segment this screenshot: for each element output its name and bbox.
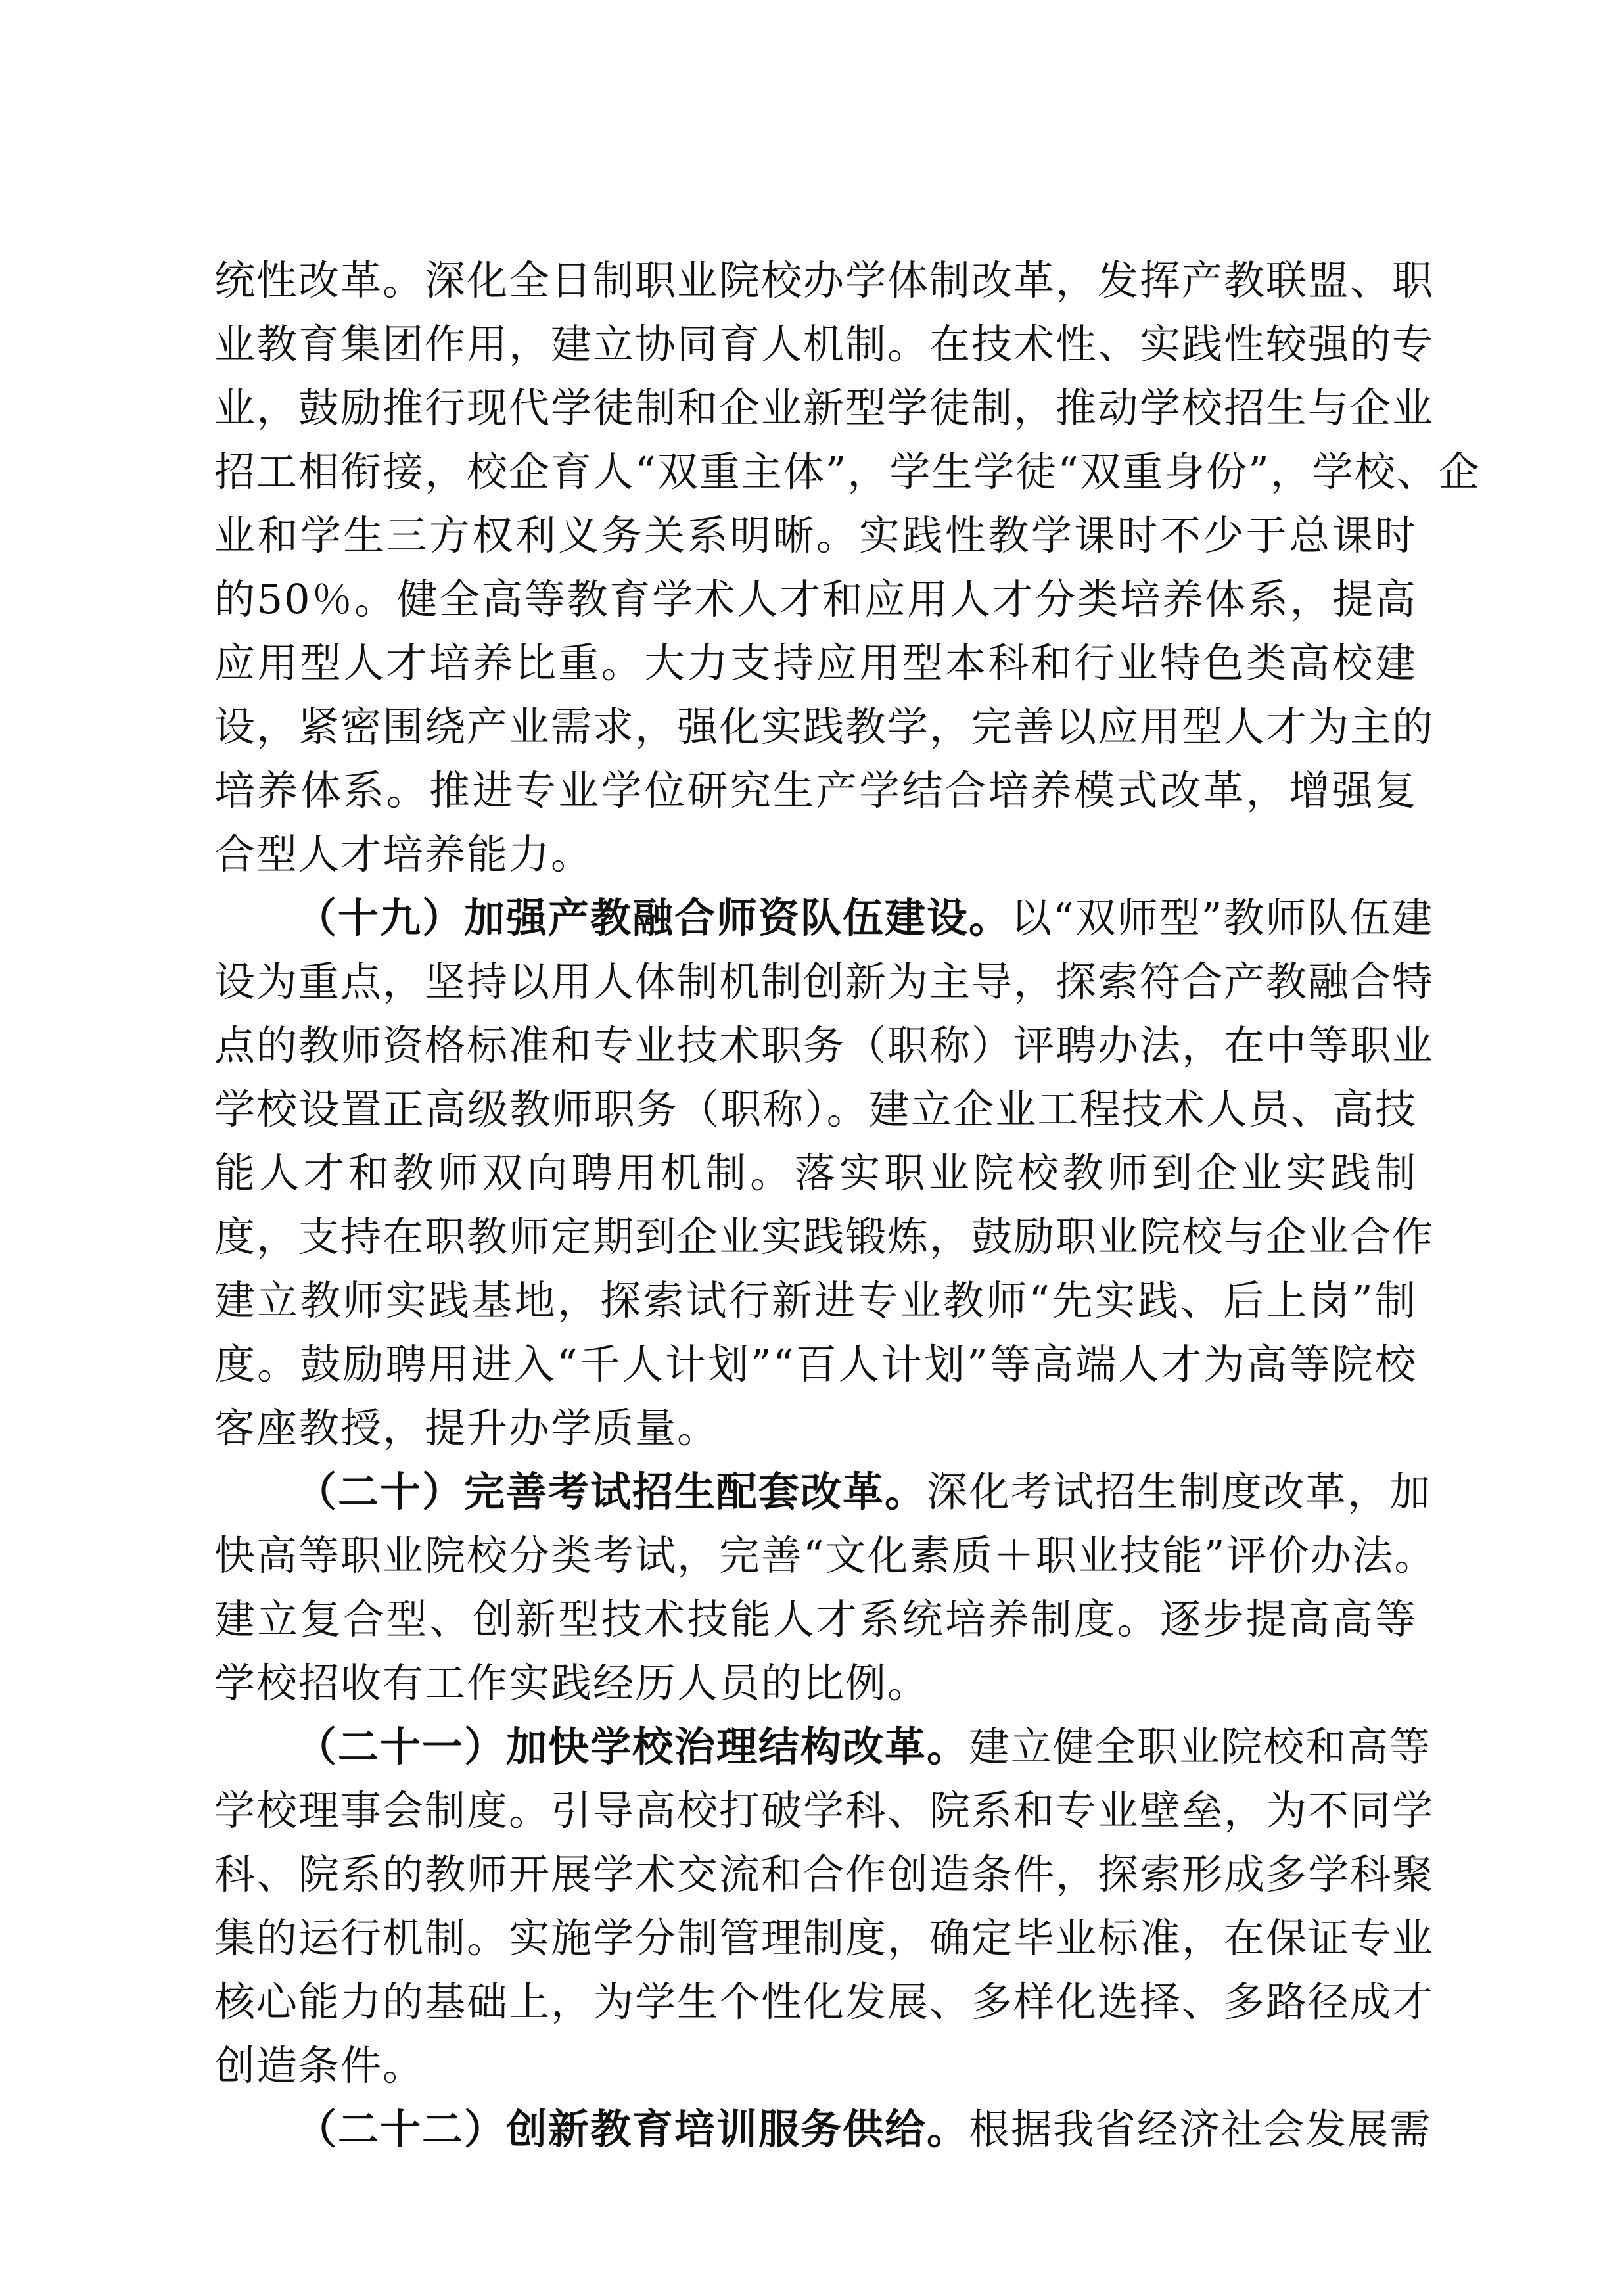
text-line: 快高等职业院校分类考试，完善“文化素质＋职业技能”评价办法。	[214, 1531, 1437, 1579]
text-line: 学校设置正高级教师职务（职称）。建立企业工程技术人员、高技	[214, 1085, 1417, 1133]
text-line: 设，紧密围绕产业需求，强化实践教学，完善以应用型人才为主的	[214, 703, 1435, 751]
text-line: 核心能力的基础上，为学生个性化发展、多样化选择、多路径成才	[214, 1978, 1435, 2026]
text-line: 合型人才培养能力。	[214, 830, 593, 878]
text-line: 业，鼓励推行现代学徒制和企业新型学徒制，推动学校招生与企业	[214, 384, 1435, 432]
text-line: 业教育集团作用，建立协同育人机制。在技术性、实践性较强的专	[214, 320, 1435, 368]
text-span: 根据我省经济社会发展需	[969, 2105, 1432, 2153]
paragraph-first-line	[214, 2097, 1432, 2161]
text-line: 招工相衔接，校企育人“双重主体”，学生学徒“双重身份”，学校、企	[214, 448, 1481, 496]
text-line: 培养体系。推进专业学位研究生产学结合培养模式改革，增强复	[214, 766, 1417, 814]
body-text	[214, 248, 1481, 2161]
paragraph-first-line	[214, 1715, 1432, 1779]
text-line: 科、院系的教师开展学术交流和合作创造条件，探索形成多学科聚	[214, 1850, 1435, 1898]
text-line: 统性改革。深化全日制职业院校办学体制改革，发挥产教联盟、职	[214, 256, 1435, 304]
text-line: 建立教师实践基地，探索试行新进专业教师“先实践、后上岗”制	[214, 1276, 1417, 1324]
text-line: 集的运行机制。实施学分制管理制度，确定毕业标准，在保证专业	[214, 1914, 1435, 1962]
text-line: 业和学生三方权利义务关系明晰。实践性教学课时不少于总课时	[214, 511, 1417, 559]
paragraph-first-line	[214, 886, 1434, 950]
text-line: 学校招收有工作实践经历人员的比例。	[214, 1659, 930, 1707]
section-heading: （二十一）加快学校治理结构改革。	[296, 1723, 969, 1771]
text-line: 能人才和教师双向聘用机制。落实职业院校教师到企业实践制	[214, 1149, 1417, 1197]
text-line: 建立复合型、创新型技术技能人才系统培养制度。逐步提高高等	[214, 1595, 1417, 1643]
section-heading: （二十二）创新教育培训服务供给。	[296, 2105, 969, 2153]
text-line: 设为重点，坚持以用人体制机制创新为主导，探索符合产教融合特	[214, 958, 1435, 1006]
section-heading: （二十）完善考试招生配套改革。	[296, 1468, 927, 1516]
paragraph-first-line	[214, 1460, 1432, 1524]
text-span: 深化考试招生制度改革，加	[927, 1468, 1432, 1516]
text-line: 点的教师资格标准和专业技术职务（职称）评聘办法，在中等职业	[214, 1021, 1435, 1069]
text-span: 建立健全职业院校和高等	[969, 1723, 1432, 1771]
text-line: 度，支持在职教师定期到企业实践锻炼，鼓励职业院校与企业合作	[214, 1213, 1435, 1261]
section-heading: （十九）加强产教融合师资队伍建设。	[296, 894, 1011, 942]
text-line: 应用型人才培养比重。大力支持应用型本科和行业特色类高校建	[214, 639, 1417, 687]
text-line: 创造条件。	[214, 2041, 425, 2089]
text-line: 学校理事会制度。引导高校打破学科、院系和专业壁垒，为不同学	[214, 1786, 1435, 1834]
text-span: 以“双师型”教师队伍建	[1011, 894, 1434, 942]
text-line: 客座教授，提升办学质量。	[214, 1404, 720, 1452]
text-line: 度。鼓励聘用进入“千人计划”“百人计划”等高端人才为高等院校	[214, 1340, 1417, 1388]
text-line: 的50％。健全高等教育学术人才和应用人才分类培养体系，提高	[214, 575, 1417, 623]
